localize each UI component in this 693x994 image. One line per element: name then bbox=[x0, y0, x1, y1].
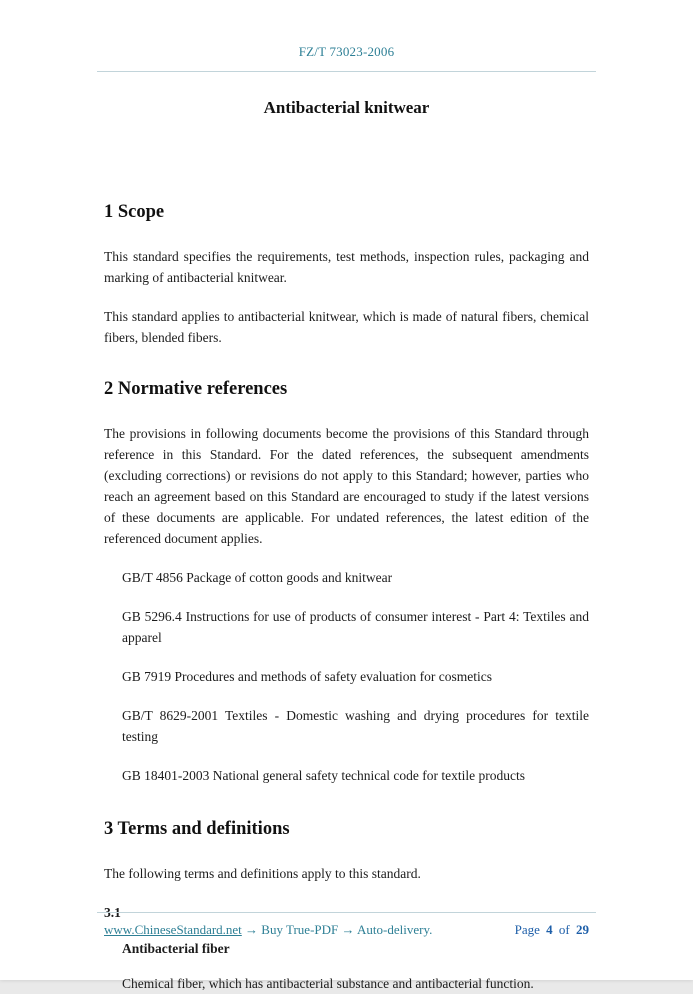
page-total: 29 bbox=[576, 922, 589, 937]
reference-item: GB 5296.4 Instructions for use of products of consumer interest - Part 4: Textiles and apparel bbox=[122, 609, 589, 645]
section-heading-terms-definitions: 3 Terms and definitions bbox=[104, 819, 290, 839]
footer-tagline: → Buy True-PDF → Auto-delivery. bbox=[245, 922, 433, 937]
normative-intro-paragraph: The provisions in following documents become the provisions of this Standard through reference in this Standard. For the dated references, the subsequent amendments (excluding corrections) or revisions do not apply to this Standard; however, parties who reach an agreement based on this Standard are encouraged to study if the latest versions of these documents are applicable. For undated references, the latest edition of the referenced document applies. bbox=[104, 426, 589, 546]
clause-number: 3.1 bbox=[104, 905, 121, 920]
scope-paragraph-2: This standard applies to antibacterial knitwear, which is made of natural fibers, chemical fibers, blended fibers. bbox=[104, 309, 589, 345]
scope-paragraph-1: This standard specifies the requirements, test methods, inspection rules, packaging and marking of antibacterial knitwear. bbox=[104, 249, 589, 285]
page-indicator bbox=[512, 922, 589, 938]
term-name: Antibacterial fiber bbox=[122, 941, 230, 956]
terms-intro-paragraph: The following terms and definitions apply to this standard. bbox=[104, 866, 421, 881]
reference-item: GB/T 4856 Package of cotton goods and knitwear bbox=[122, 570, 393, 585]
of-label: of bbox=[558, 922, 570, 937]
footer-divider bbox=[97, 912, 596, 913]
document-number: FZ/T 73023-2006 bbox=[298, 44, 395, 59]
page-label: Page bbox=[514, 922, 540, 937]
document-footer bbox=[0, 901, 693, 938]
header-divider bbox=[97, 71, 596, 72]
reference-item: GB 7919 Procedures and methods of safety evaluation for cosmetics bbox=[122, 669, 493, 684]
reference-item: GB/T 8629-2001 Textiles - Domestic washing and drying procedures for textile testing bbox=[122, 708, 589, 744]
section-heading-normative-references: 2 Normative references bbox=[104, 379, 288, 399]
website-link[interactable]: www.ChineseStandard.net bbox=[104, 922, 242, 937]
page-current: 4 bbox=[546, 922, 553, 937]
term-definition: Chemical fiber, which has antibacterial substance and antibacterial function. bbox=[122, 976, 534, 991]
document-header bbox=[0, 0, 693, 72]
document-body bbox=[104, 202, 589, 994]
document-title: Antibacterial knitwear bbox=[263, 98, 430, 117]
footer-branding bbox=[104, 922, 432, 938]
reference-item: GB 18401-2003 National general safety technical code for textile products bbox=[122, 768, 525, 783]
section-heading-scope: 1 Scope bbox=[104, 202, 165, 222]
